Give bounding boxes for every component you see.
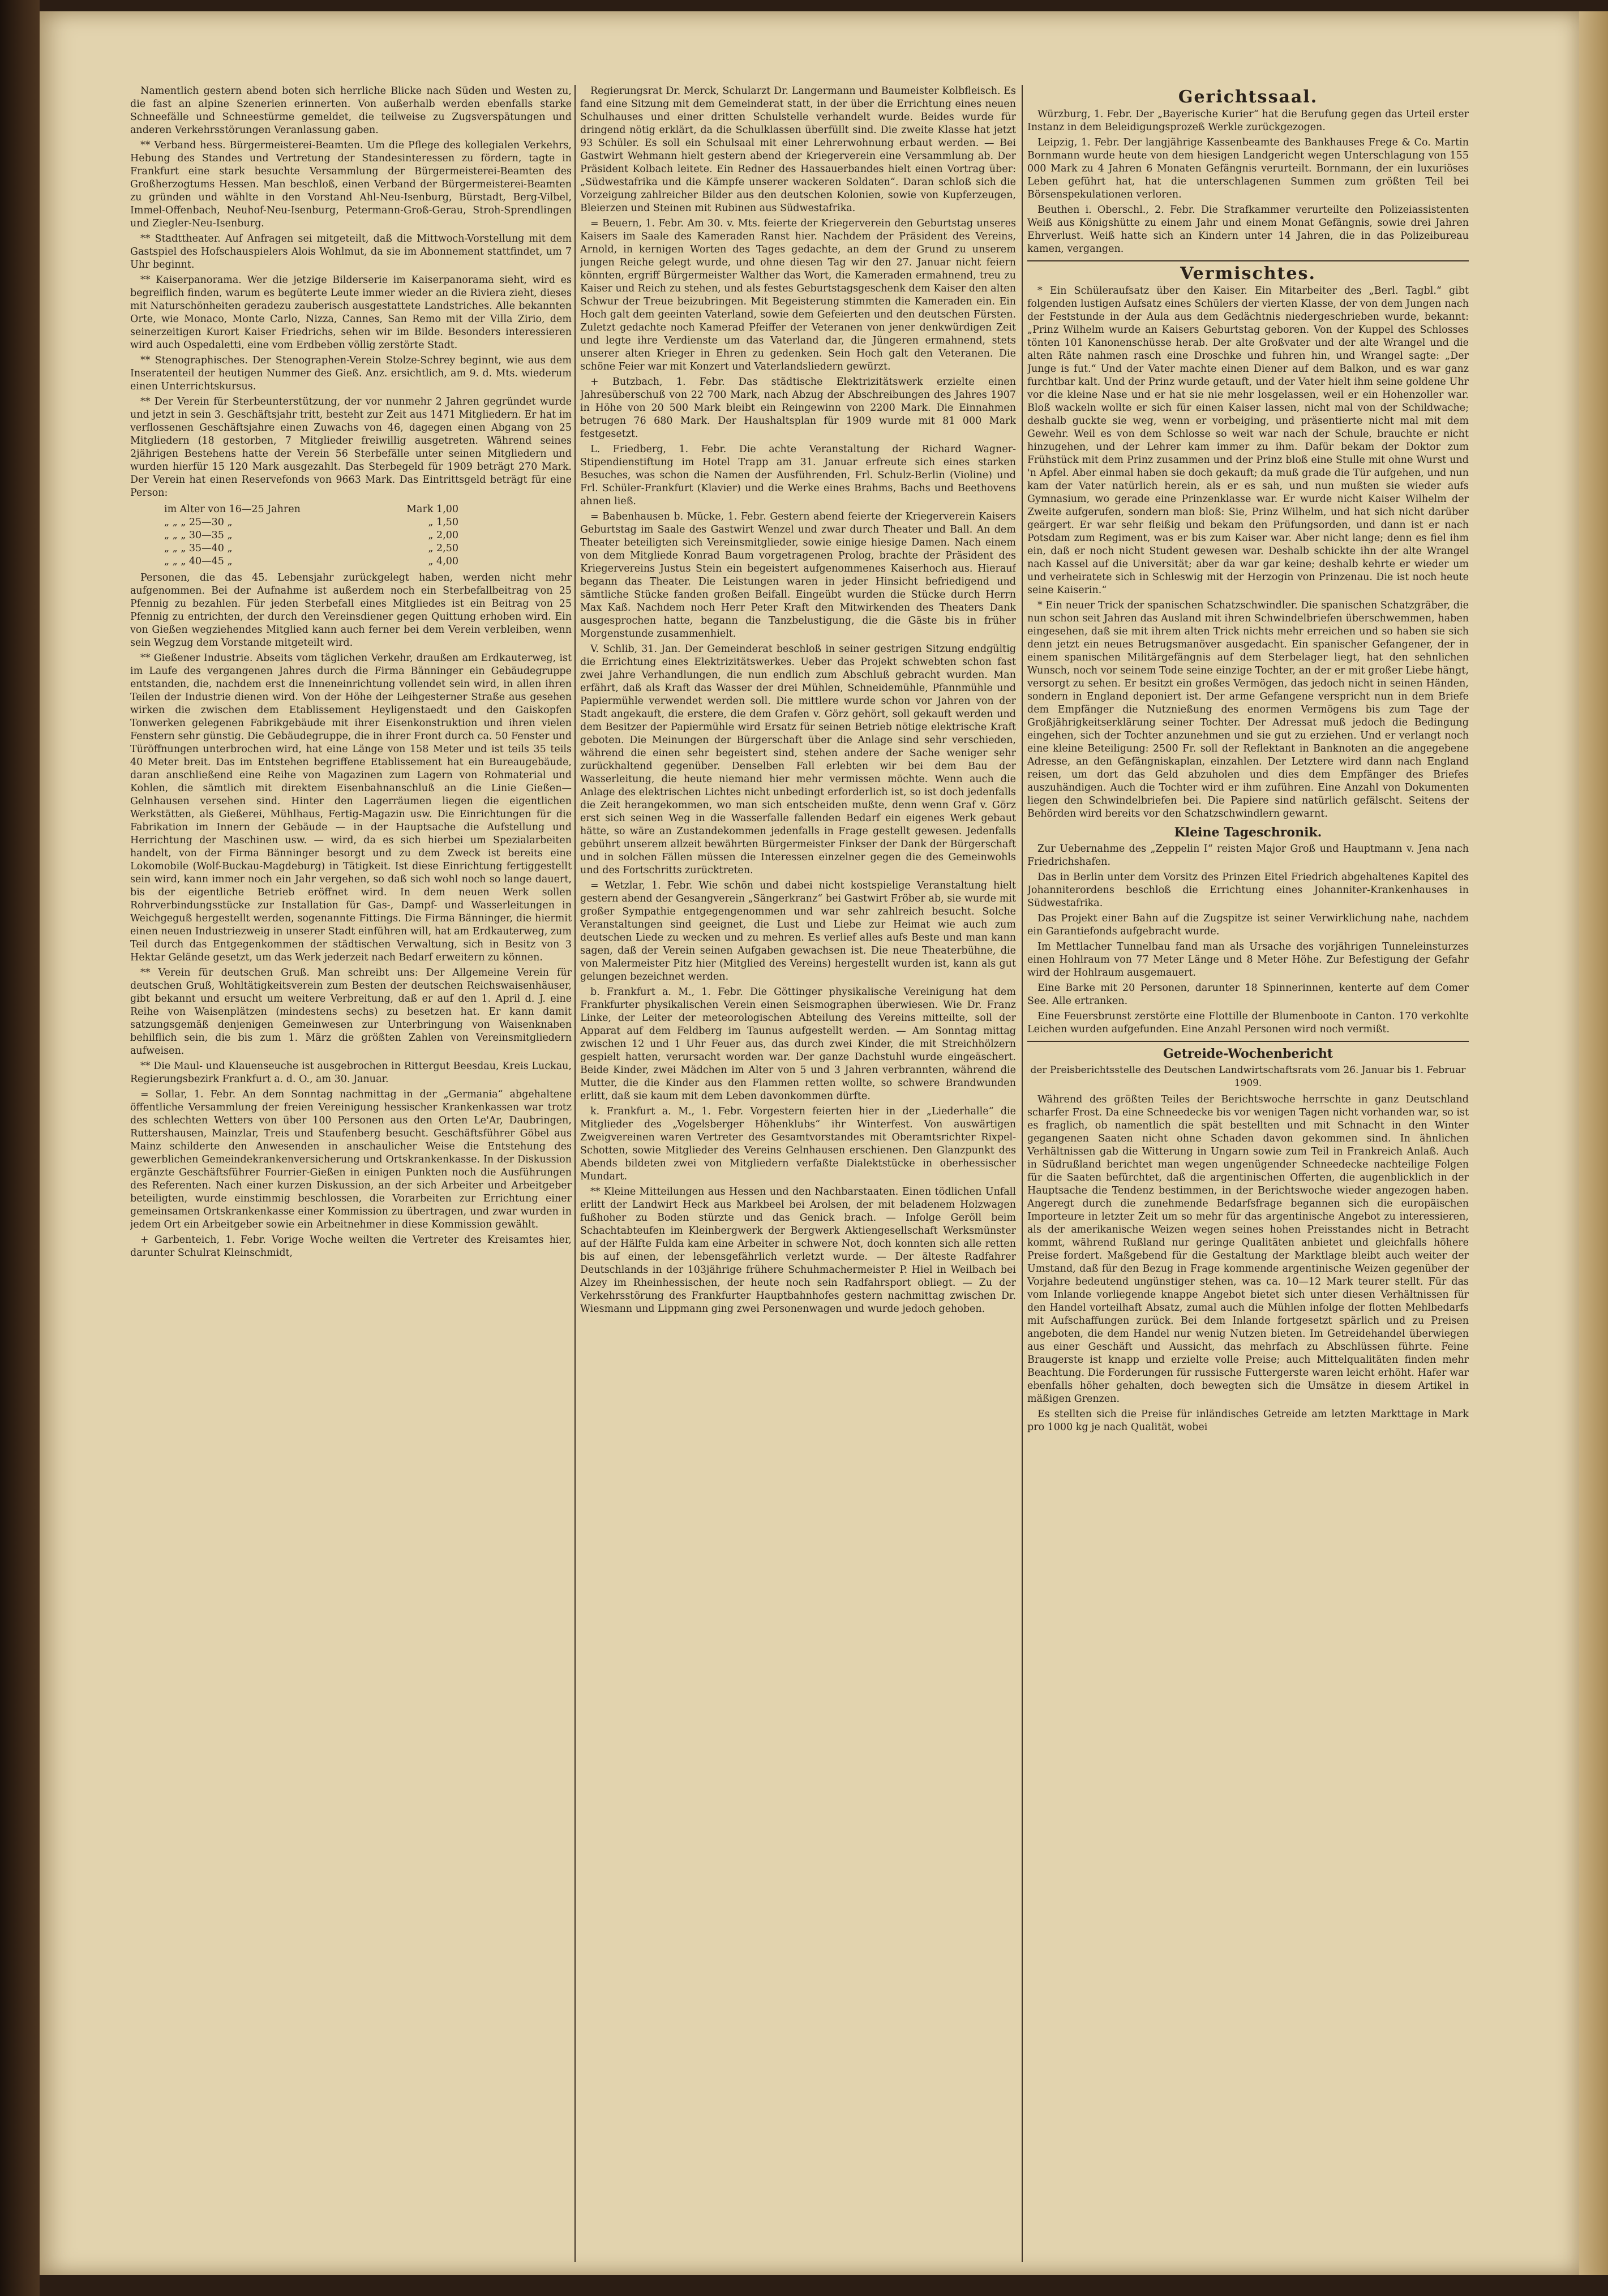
article-paragraph: * Ein Schüleraufsatz über den Kaiser. Ein Mitarbeiter des „Berl. Tagbl.“ gibt folgenden lustigen Aufsatz eines Schülers der vierten Klasse, der von dem Jungen nach der Feststunde in der Aula aus dem Gedächtnis niedergeschrieben wurde, bekannt: „Prinz Wilhelm wurde an Kaisers Geburtstag geboren. Von der Kuppel des Schlosses tönten 101 Kanonenschüsse herab. Der alte Großvater und der alte Wrangel und die alten Räte nahmen rasch eine Droschke und fuhren hin, und Wrangel sagte: „Der Junge is fut.“ Und der Vater machte einen Diener auf dem Balkon, und es war ganz furchtbar kalt. Und der Prinz wurde getauft, und der Vater hielt ihm seine goldene Uhr vor die kleine Nase und er hat sie nie mehr losgelassen, weil er ein Hohenzoller war. Bloß wackeln wollte er sich für einen Kaiser lassen, nicht mal von der Schildwache; deshalb guckte sie weg, wenn er vorbeiging, und präsentierte nicht mal mit dem Gewehr. Weil es von dem Schlosse so weit war nach der Schule, brauchte er nicht hinzugehen, und der Lehrer kam immer zu ihm. Dafür bekam der Doktor zum Frühstück mit dem Prinz zusammen und der Prinz bloß eine Stulle mit ohne Wurst und 'n Apfel. Aber einmal haben sie doch gekauft; da muß grade die Tür aufgehen, und nun kam der Vater natürlich herein, als er es sah, und nun mußten sie wieder aufs Gymnasium, wo gerade eine Prinzenklasse war. Er wurde nicht Kaiser Wilhelm der Zweite aufgerufen, sondern man bloß: Sie, Prinz Wilhelm, und hat sich nicht darüber geärgert. Er war sehr fleißig und bekam den Prüfungsorden, und dann ist er nach Potsdam zum Regiment, was er bis zum Kaiser war. Aber nicht lange; denn es fiel ihm ein, daß er noch nicht Student gewesen war. Deshalb schickte ihn der alte Wrangel nach Kassel auf die Universität; aber da war gar keine; deshalb kehrte er wieder um und verheiratete sich in Schleswig mit der Herzogin von Prinzenau. Die ist noch heute seine Kaiserin.“ bbox=[1027, 285, 1469, 596]
article-paragraph: Eine Feuersbrunst zerstörte eine Flottille der Blumenboote in Canton. 170 verkohlte Leichen wurden aufgefunden. Eine Anzahl Personen wird noch vermißt. bbox=[1027, 1011, 1469, 1035]
article-paragraph: ** Die Maul- und Klauenseuche ist ausgebrochen in Rittergut Beesdau, Kreis Luckau, Regierungsbezirk Frankfurt a. d. O., am 30. Januar. bbox=[130, 1061, 572, 1085]
article-paragraph: ** Verein für deutschen Gruß. Man schreibt uns: Der Allgemeine Verein für deutschen Gruß, Wohltätigkeitsverein zum Besten der deutschen Reichswaisenhäuser, gibt bekannt und ersucht um weitere Verbreitung, daß er auf den 1. April d. J. eine Reihe von Waisenplätzen (mindestens sechs) zu besetzen hat. Er kann damit satzungsgemäß denjenigen Gemeinwesen zur Unterbringung von Waisenknaben behilflich sein, die bis zum 1. März die größten Zahlen von Vereinsmitgliedern aufweisen. bbox=[130, 967, 572, 1057]
fee-row bbox=[164, 555, 458, 568]
article-paragraph: Das Projekt einer Bahn auf die Zugspitze ist seiner Verwirklichung nahe, nachdem ein Garantiefonds aufgebracht wurde. bbox=[1027, 913, 1469, 937]
article-paragraph: L. Friedberg, 1. Febr. Die achte Veranstaltung der Richard Wagner-Stipendienstiftung im Hotel Trapp am 31. Januar erfreute sich eines starken Besuches, was schon die Namen der Ausführenden, Frl. Schulz-Berlin (Violine) und Frl. Schüler-Frankfurt (Klavier) und die Werke eines Brahms, Bachs und Beethovens ahnen ließ. bbox=[580, 444, 1016, 507]
article-paragraph: * Ein neuer Trick der spanischen Schatzschwindler. Die spanischen Schatzgräber, die nun schon seit Jahren das Ausland mit ihren Schwindelbriefen überschwemmen, haben eingesehen, daß sie mit ihrem alten Trick nichts mehr erreichen und so haben sie sich denn jetzt ein neues Betrugsmanöver ausgedacht. Ein spanischer Gefangener, der in einem spanischen Militärgefängnis auf dem Sterbelager liegt, hat den sehnlichen Wunsch, noch vor seinem Tode seine einzige Tochter, an der er mit großer Liebe hängt, versorgt zu sehen. Er besitzt ein großes Vermögen, das jedoch nicht in seinen Händen, sondern in England deponiert ist. Der arme Gefangene verspricht nun in dem Briefe dem Empfänger die Nutznießung des enormen Vermögens bis zum Tage der Großjährigkeitserklärung seiner Tochter. Der Adressat muß jedoch die Bedingung eingehen, sich der Tochter anzunehmen und sie gut zu erziehen. Und er verlangt noch eine kleine Beteiligung: 2500 Fr. soll der Reflektant in Banknoten an die angegebene Adresse, an den Gefängniskaplan, einzahlen. Der Letztere wird dann nach England reisen, um dort das Geld abzuholen und dies dem Empfänger des Briefes auszuhändigen. Auch die Tochter wird er ihm zuführen. Eine Anzahl von Dokumenten liegen den Schwindelbriefen bei. Die Papiere sind natürlich gefälscht. Seitens der Behörden wird bereits vor den Schatzschwindlern gewarnt. bbox=[1027, 600, 1469, 819]
article-paragraph: Regierungsrat Dr. Merck, Schularzt Dr. Langermann und Baumeister Kolbfleisch. Es fand eine Sitzung mit dem Gemeinderat statt, in der über die Errichtung eines neuen Schulhauses und einer dritten Schulstelle verhandelt wurde. Beides wurde für dringend nötig erklärt, da die Schulklassen überfüllt sind. Die zweite Klasse hat jetzt 93 Schüler. Es soll ein Schulsaal mit einer Lehrerwohnung erbaut werden. — Bei Gastwirt Wehmann hielt gestern abend der Kriegerverein eine Versammlung ab. Der Präsident Kolbach leitete. Ein Redner des Hassauerbandes hielt einen Vortrag über: „Südwestafrika und die Kämpfe unserer wackeren Soldaten“. Daran schloß sich die Vorzeigung zahlreicher Bilder aus den deutschen Kolonien, sowie von Kupferzeugen, Bleierzen und Steinen mit Rubinen aus Südwestafrika. bbox=[580, 85, 1016, 214]
column-1 bbox=[130, 85, 572, 2262]
article-paragraph: k. Frankfurt a. M., 1. Febr. Vorgestern feierten hier in der „Liederhalle“ die Mitglieder des „Vogelsberger Höhenklubs“ ihr Winterfest. Von auswärtigen Zweigvereinen waren Vertreter des Gesamtvorstandes mit Oberamtsrichter Rixpel-Schotten, sowie Mitglieder des Vereins Gelnhausen erschienen. Den Glanzpunkt des Abends bildeten zwei von Mitgliedern verfaßte Dialektstücke in oberhessischer Mundart. bbox=[580, 1106, 1016, 1182]
fee-age: „ „ „ 35—40 „ bbox=[164, 543, 233, 554]
article-paragraph: = Beuern, 1. Febr. Am 30. v. Mts. feierte der Kriegerverein den Geburtstag unseres Kaisers im Saale des Kameraden Ranst hier. Nachdem der Präsident des Vereins, Arnold, in kernigen Worten des Tages gedachte, an dem der Grund zu unserem jungen Reiche gelegt wurde, und ohne diesen Tag wir den 27. Januar nicht feiern könnten, ergriff Bürgermeister Walther das Wort, die Kameraden ermahnend, treu zu Kaiser und Reich zu stehen, und als festes Geburtstagsgeschenk dem Kaiser den alten Schwur der Treue beizubringen. Mit Begeisterung stimmten die Kameraden ein. Ein Hoch galt dem geeinten Vaterland, sowie dem Gefeierten und den deutschen Fürsten. Zuletzt gedachte noch Kamerad Pfeiffer der Veteranen von jener denkwürdigen Zeit und legte ihre Verdienste um das Vaterland dar, die Jüngeren ermahnend, stets unserer alten Krieger in Ehren zu gedenken. Sein Hoch galt den Veteranen. Die schöne Feier war mit Konzert und Vaterlandsliedern gewürzt. bbox=[580, 218, 1016, 372]
fee-age: „ „ „ 25—30 „ bbox=[164, 517, 233, 528]
fee-row bbox=[164, 542, 458, 555]
fee-table bbox=[164, 503, 572, 568]
fee-row bbox=[164, 516, 458, 529]
section-heading: Gerichtssaal. bbox=[1178, 87, 1318, 107]
article-paragraph: b. Frankfurt a. M., 1. Febr. Die Göttinger physikalische Vereinigung hat dem Frankfurter physikalischen Verein einen Seismographen überwiesen. Wie Dr. Franz Linke, der Leiter der meteorologischen Abteilung des Vereins mitteilte, soll der Apparat auf dem Feldberg im Taunus aufgestellt werden. — Am Sonntag mittag zwischen 12 und 1 Uhr Feuer aus, das durch zwei Kinder, die mit Streichhölzern gespielt hatten, verursacht worden war. Der ganze Dachstuhl wurde eingeäschert. Beide Kinder, zwei Mädchen im Alter von 5 und 3 Jahren verbrannten, während die Mutter, die die Kinder aus den Flammen retten wollte, so schwere Brandwunden erlitt, daß sie kaum mit dem Leben davonkommen dürfte. bbox=[580, 986, 1016, 1102]
fee-amount: „ 2,00 bbox=[428, 530, 458, 541]
article-paragraph: Während des größten Teiles der Berichtswoche herrschte in ganz Deutschland scharfer Frost. Da eine Schneedecke bis vor wenigen Tagen nicht vorhanden war, so ist es fraglich, ob namentlich die spät bestellten und mit Schnacht in den Winter gegangenen Saaten nicht ohne Schaden davon gekommen sind. In ähnlichen Verhältnissen gab die Witterung in Ungarn sowie zum Teil in Frankreich Anlaß. Auch in Südrußland berichtet man wegen ungenügender Schneedecke nachteilige Folgen für die Saaten befürchtet, daß die argentinischen Offerten, die augenblicklich in der Hauptsache die Tendenz bestimmen, in der Berichtswoche wieder angezogen haben. Angeregt durch die zunehmende Bedarfsfrage begannen sich die europäischen Importeure in letzter Zeit um so mehr für das argentinische Angebot zu interessieren, als der amerikanische Weizen wegen seines hohen Preisstandes nicht in Betracht kommt, während Rußland nur geringe Qualitäten anbietet und gleichfalls höhere Preise fordert. Maßgebend für die Gestaltung der Marktlage bleibt auch weiter der Umstand, daß für den Bezug in Frage kommende argentinische Weizen gegenüber der Vorjahre bedeutend ungünstiger stehen, was ca. 10—12 Mark teurer stellt. Für das vom Inlande vorliegende knappe Angebot bietet sich unter diesen Verhältnissen für den Handel vorteilhaft Absatz, zumal auch die Mühlen infolge der flotten Mehlbedarfs mit Aufschaffungen zurück. Bei dem Inlande fortgesetzt spärlich und zu Preisen angeboten, die dem Handel nur wenig Nutzen bieten. Im Getreidehandel überwiegen aus einer Geschäft und Aussicht, das mehrfach zu Abschlüssen führte. Feine Braugerste ist knapp und erzielte volle Preise; auch Mittelqualitäten finden mehr Beachtung. Die Forderungen für russische Futtergerste waren leicht erhöht. Hafer war ebenfalls höher gehalten, doch bewegten sich die Umsätze in diesem Artikel in mäßigen Grenzen. bbox=[1027, 1094, 1469, 1405]
article-paragraph: Namentlich gestern abend boten sich herrliche Blicke nach Süden und Westen zu, die fast an alpine Szenerien erinnerten. Von außerhalb werden ebenfalls starke Schneefälle und Schneestürme gemeldet, die teilweise zu Zugsverspätungen und anderen Verkehrsstörungen Veranlassung gaben. bbox=[130, 85, 572, 136]
section-heading: Getreide-Wochenbericht bbox=[1163, 1046, 1333, 1061]
article-paragraph: = Sollar, 1. Febr. An dem Sonntag nachmittag in der „Germania“ abgehaltene öffentliche Versammlung der freien Vereinigung hessischer Krankenkassen war trotz des schlechten Wetters von über 100 Personen aus den Orten Le'Ar, Daubringen, Ruttershausen, Mainzlar, Treis und Staufenberg besucht. Geschäftsführer Göbel aus Mainz schilderte den Anwesenden in anschaulicher Weise die Entstehung des gewerblichen Gemeindekrankenversicherung und Ortskrankenkasse. In der Diskussion ergänzte Geschäftsführer Fourrier-Gießen in einigen Punkten noch die Ausführungen des Referenten. Nach einer kurzen Diskussion, an der sich Arbeiter und Arbeitgeber beteiligten, wurde einstimmig beschlossen, die Vorarbeiten zur Errichtung einer gemeinsamen Ortskrankenkasse einer Kommission zu übertragen, und zwar wurden in jedem Ort ein Arbeitgeber sowie ein Arbeitnehmer in diese Kommission gewählt. bbox=[130, 1089, 572, 1230]
section-heading: Kleine Tageschronik. bbox=[1174, 825, 1322, 840]
article-paragraph: Beuthen i. Oberschl., 2. Febr. Die Strafkammer verurteilte den Polizeiassistenten Weiß aus Königshütte zu einem Jahr und einem Monat Gefängnis, sowie drei Jahren Ehrverlust. Weiß hatte sich an Kindern unter 14 Jahren, die in das Polizeibureau kamen, vergangen. bbox=[1027, 204, 1469, 255]
column-3 bbox=[1027, 85, 1469, 2262]
fee-amount: „ 1,50 bbox=[428, 517, 458, 528]
article-paragraph: Es stellten sich die Preise für inländisches Getreide am letzten Markttage in Mark pro 1000 kg je nach Qualität, wobei bbox=[1027, 1409, 1469, 1433]
column-rule bbox=[574, 85, 576, 2262]
article-paragraph: ** Stenographisches. Der Stenographen-Verein Stolze-Schrey beginnt, wie aus dem Inseratenteil der heutigen Nummer des Gieß. Anz. ersichtlich, am 9. d. Mts. wiederum einen Unterrichtskursus. bbox=[130, 355, 572, 392]
fee-row bbox=[164, 503, 458, 516]
article-paragraph: ** Der Verein für Sterbeunterstützung, der vor nunmehr 2 Jahren gegründet wurde und jetzt in sein 3. Geschäftsjahr tritt, besteht zur Zeit aus 1471 Mitgliedern. Er hat im verflossenen Geschäftsjahre einen Zuwachs von 46, dagegen einen Abgang von 25 Mitgliedern (18 gestorben, 7 Mitglieder freiwillig ausgetreten. Während seines 2jährigen Bestehens hatte der Verein 56 Sterbefälle unter seinen Mitgliedern und wurden hierfür 15 120 Mark ausgezahlt. Das Sterbegeld für 1909 beträgt 270 Mark. Der Verein hat einen Reservefonds von 9663 Mark. Das Eintrittsgeld beträgt für eine Person: bbox=[130, 396, 572, 499]
fee-amount: „ 4,00 bbox=[428, 556, 458, 567]
column-2 bbox=[580, 85, 1016, 2262]
fee-row bbox=[164, 529, 458, 542]
article-paragraph: + Butzbach, 1. Febr. Das städtische Elektrizitätswerk erzielte einen Jahresüberschuß von 22 700 Mark, nach Abzug der Abschreibungen des Jahres 1907 in Höhe von 20 500 Mark bleibt ein Reingewinn von 2200 Mark. Die Einnahmen betrugen 76 680 Mark. Der Haushaltsplan für 1909 wurde mit 81 000 Mark festgesetzt. bbox=[580, 376, 1016, 440]
article-paragraph: Eine Barke mit 20 Personen, darunter 18 Spinnerinnen, kenterte auf dem Comer See. Alle ertranken. bbox=[1027, 982, 1469, 1007]
article-paragraph: ** Kleine Mitteilungen aus Hessen und den Nachbarstaaten. Einen tödlichen Unfall erlitt der Landwirt Heck aus Markbeel bei Arolsen, der mit beladenem Holzwagen fußhoher zu Boden stürzte und das Genick brach. — Infolge Geröll beim Schachtabteufen im Kleinbergwerk der Bergwerk Aktiengesellschaft Werksmünster auf der Hälfte Fulda kam eine Arbeiter in schwere Not, doch konnten sich alle retten bis auf einen, der lebensgefährlich verletzt wurde. — Der älteste Radfahrer Deutschlands in der 103jährige frühere Schuhmachermeister P. Hiel in Weilbach bei Alzey im Rheinhessischen, der heute noch sein Radfahrsport obliegt. — Zu der Verkehrsstörung des Frankfurter Hauptbahnhofes gestern nachmittag zwischen Dr. Wiesmann und Lippmann ging zwei Personenwagen und wurde jedoch gehoben. bbox=[580, 1186, 1016, 1315]
article-paragraph: Im Mettlacher Tunnelbau fand man als Ursache des vorjährigen Tunneleinsturzes einen Hohlraum von 77 Meter Länge und 8 Meter Höhe. Zur Befestigung der Gefahr wird der Hohlraum ausgemauert. bbox=[1027, 941, 1469, 979]
section-divider bbox=[1027, 260, 1469, 261]
section-divider bbox=[1027, 1041, 1469, 1042]
fee-amount: Mark 1,00 bbox=[406, 504, 458, 515]
article-paragraph: ** Kaiserpanorama. Wer die jetzige Bilderserie im Kaiserpanorama sieht, wird es begreiflich finden, warum es begüterte Leute immer wieder an die Riviera zieht, dieses mit Naturschönheiten geradezu zauberisch ausgestattete Landstriches. Alle bekannten Orte, wie Monaco, Monte Carlo, Nizza, Cannes, San Remo mit der Villa Zirio, dem seinerzeitigen Kurort Kaiser Friedrichs, sehen wir im Bilde. Besonders interessieren wird auch Ospedaletti, eine vom Erdbeben völlig zerstörte Stadt. bbox=[130, 274, 572, 351]
article-paragraph: Zur Uebernahme des „Zeppelin I“ reisten Major Groß und Hauptmann v. Jena nach Friedrichshafen. bbox=[1027, 843, 1469, 868]
fee-age: „ „ „ 30—35 „ bbox=[164, 530, 233, 541]
article-paragraph: Würzburg, 1. Febr. Der „Bayerische Kurier“ hat die Berufung gegen das Urteil erster Instanz in dem Beleidigungsprozeß Werkle zurückgezogen. bbox=[1027, 109, 1469, 133]
article-paragraph: ** Stadttheater. Auf Anfragen sei mitgeteilt, daß die Mittwoch-Vorstellung mit dem Gastspiel des Hofschauspielers Alois Wohlmut, da sie im Abonnement stattfindet, um 7 Uhr beginnt. bbox=[130, 233, 572, 271]
article-paragraph: + Garbenteich, 1. Febr. Vorige Woche weilten die Vertreter des Kreisamtes hier, darunter Schulrat Kleinschmidt, bbox=[130, 1234, 572, 1259]
article-paragraph: Das in Berlin unter dem Vorsitz des Prinzen Eitel Friedrich abgehaltenes Kapitel des Johanniterordens beschloß die Errichtung eines Johanniter-Krankenhauses in Südwestafrika. bbox=[1027, 872, 1469, 909]
fee-age: „ „ „ 40—45 „ bbox=[164, 556, 233, 567]
column-rule bbox=[1022, 85, 1023, 2262]
article-paragraph: V. Schlib, 31. Jan. Der Gemeinderat beschloß in seiner gestrigen Sitzung endgültig die Errichtung eines Elektrizitätswerkes. Ueber das Projekt schwebten schon fast zwei Jahre Verhandlungen, die nun endlich zum Abschluß gebracht wurden. Man erfährt, daß als Kraft das Wasser der drei Mühlen, Schneidemühle, Pfannmühle und Papiermühle verwendet werden soll. Die mittlere wurde schon vor Jahren von der Stadt angekauft, die erstere, die dem Grafen v. Görz gehört, soll gekauft werden und dem Besitzer der Papiermühle wird Ersatz für seinen Betrieb nötige elektrische Kraft geboten. Die Meinungen der Bürgerschaft über die Anlage sind sehr verschieden, während die einen sehr begeistert sind, stehen andere der Sache weniger sehr zurückhaltend gegenüber. Denselben Fall erlebten wir bei dem Bau der Wasserleitung, die heute niemand hier mehr vermissen möchte. Wenn auch die Anlage des elektrischen Lichtes nicht unbedingt erforderlich ist, so ist doch jedenfalls die Zeit herangekommen, wo man sich entscheiden mußte, denn wenn Graf v. Görz erst sich seinen Weg in die Wasserfalle fallenden Bedarf ein eigenes Werk gebaut hätte, so wäre an Zustandekommen jedenfalls in Frage gestellt gewesen. Jedenfalls gebührt unserem allzeit bewährten Bürgermeister Finkser der Dank der Bürgerschaft und in solchen Fällen müssen die Interessen einzelner gegen die des Gemeinwohls und des Fortschritts zurücktreten. bbox=[580, 643, 1016, 876]
page-edge bbox=[1579, 11, 1608, 2275]
fee-age: im Alter von 16—25 Jahren bbox=[164, 504, 301, 515]
article-paragraph: ** Gießener Industrie. Abseits vom täglichen Verkehr, draußen am Erdkauterweg, ist im Laufe des vergangenen Jahres durch die Firma Bänninger ein Gebäudegruppe entstanden, die, nachdem erst die Inneneinrichtung vollendet sein wird, in allen ihren Teilen der Industrie dienen wird. Von der Höhe der Leihgesterner Straße aus gesehen wirken die zwischen dem Etablissement Heyligenstaedt und den Gaiskopfen Tonwerken gelegenen Fabrikgebäude mit ihrer Eisenkonstruktion und ihren vielen Fenstern sehr günstig. Die Gebäudegruppe, die in ihrer Front durch ca. 50 Fenster und Türöffnungen unterbrochen wird, hat eine Länge von 158 Meter und ist teils 35 teils 40 Meter breit. Das im Entstehen begriffene Etablissement hat ein Bureaugebäude, daran anschließend eine Reihe von Magazinen zum Lagern von Rohmaterial und Kohlen, die sämtlich mit direktem Eisenbahnanschluß an die Linie Gießen—Gelnhausen versehen sind. Hinter den Lagerräumen liegen die eigentlichen Werkstätten, als Gießerei, Mühlhaus, Fertig-Magazin usw. Die Einrichtungen für die Fabrikation im Innern der Gebäude — in der Hauptsache die Aufstellung und Herrichtung der Maschinen usw. — wird, da es sich hierbei um Spezialarbeiten handelt, von der Firma Bänninger besorgt und zu dem Zweck ist bereits eine Lokomobile (Wolf-Buckau-Magdeburg) in Tätigkeit. Ist diese Einrichtung fertiggestellt sein wird, kann immer noch ein Jahr vergehen, so daß sich wohl noch so lange dauert, bis der eigentliche Betrieb eröffnet wird. In dem neuen Werk sollen Rohrverbindungsstücke zur Installation für Gas-, Dampf- und Wasserleitungen in Weichgeguß hergestellt werden, sogenannte Fittings. Die Firma Bänninger, die hiermit einen neuen Industriezweig in unserer Stadt einführen will, hat am Erdkauterweg, zum Teil durch das Entgegenkommen der städtischen Verwaltung, sich in Besitz von 3 Hektar Gelände gesetzt, um das Werk jederzeit nach Bedarf erweitern zu können. bbox=[130, 653, 572, 963]
article-paragraph: Leipzig, 1. Febr. Der langjährige Kassenbeamte des Bankhauses Frege & Co. Martin Bornmann wurde heute von dem hiesigen Landgericht wegen Unterschlagung von 155 000 Mark zu 4 Jahren 6 Monaten Gefängnis verurteilt. Bornmann, der ein luxuriöses Leben geführt hat, hat die unterschlagenen Summen zum größten Teil bei Börsenspekulationen verloren. bbox=[1027, 137, 1469, 200]
article-paragraph: ** Verband hess. Bürgermeisterei-Beamten. Um die Pflege des kollegialen Verkehrs, Hebung des Standes und Vertretung der Standesinteressen zu fördern, tagte in Frankfurt eine stark besuchte Versammlung der Bürgermeisterei-Beamten des Großherzogtums Hessen. Man beschloß, einen Verband der Bürgermeisterei-Beamten zu gründen und wählte in den Vorstand Ahl-Neu-Isenburg, Bürstadt, Berg-Vilbel, Immel-Offenbach, Neuhof-Neu-Isenburg, Petermann-Groß-Gerau, Stroh-Sprendlingen und Ziegler-Neu-Isenburg. bbox=[130, 140, 572, 229]
section-subheading: der Preisberichtsstelle des Deutschen Landwirtschaftsrats vom 26. Januar bis 1. Februar 1909. bbox=[1030, 1065, 1466, 1089]
article-paragraph: = Wetzlar, 1. Febr. Wie schön und dabei nicht kostspielige Veranstaltung hielt gestern abend der Gesangverein „Sängerkranz“ bei Gastwirt Fröber ab, sie wurde mit großer Sympathie entgegengenommen und war sehr zahlreich besucht. Solche Veranstaltungen sind geeignet, die Lust und Liebe zur Heimat wie auch zum deutschen Liede zu wecken und zu mehren. Es verlief alles aufs Beste und man kann sagen, daß der Verein seinen Aufgaben gewachsen ist. Die neue Theaterbühne, die von Malermeister Pitz hier (Mitglied des Vereins) hergestellt wurden ist, kann als gut gelungen bezeichnet werden. bbox=[580, 880, 1016, 982]
section-heading: Vermischtes. bbox=[1180, 264, 1316, 284]
article-paragraph: Personen, die das 45. Lebensjahr zurückgelegt haben, werden nicht mehr aufgenommen. Bei der Aufnahme ist außerdem noch ein Sterbefallbeitrag von 25 Pfennig zu bezahlen. Für jeden Sterbefall eines Mitgliedes ist ein Beitrag von 25 Pfennig zu entrichten, der durch den Vereinsdiener gegen Quittung erhoben wird. Ein von Gießen wegziehendes Mitglied kann auch ferner bei dem Verein verbleiben, wenn sein Wegzug dem Vorstande mitgeteilt wird. bbox=[130, 572, 572, 649]
fee-amount: „ 2,50 bbox=[428, 543, 458, 554]
book-binding bbox=[0, 0, 40, 2296]
article-paragraph: = Babenhausen b. Mücke, 1. Febr. Gestern abend feierte der Kriegerverein Kaisers Geburtstag im Saale des Gastwirt Wenzel und zwar durch Theater und Ball. An dem Theater beteiligten sich Vereinsmitglieder, sowie einige hiesige Damen. Nach einem von dem Mitgliede Konrad Baum vorgetragenen Prolog, brachte der Präsident des Kriegervereins Justus Stein ein begeistert aufgenommenes Kaiserhoch aus. Hierauf begann das Theater. Die Leistungen waren in jeder Hinsicht befriedigend und sämtliche Stücke fanden großen Beifall. Eingeübt wurden die Stücke durch Herrn Max Kaß. Nachdem noch Herr Peter Kraft den Mitwirkenden des Theaters Dank ausgesprochen hatte, begann die Tanzbelustigung, die die Gäste bis in früher Morgenstunde zusammenhielt. bbox=[580, 511, 1016, 640]
